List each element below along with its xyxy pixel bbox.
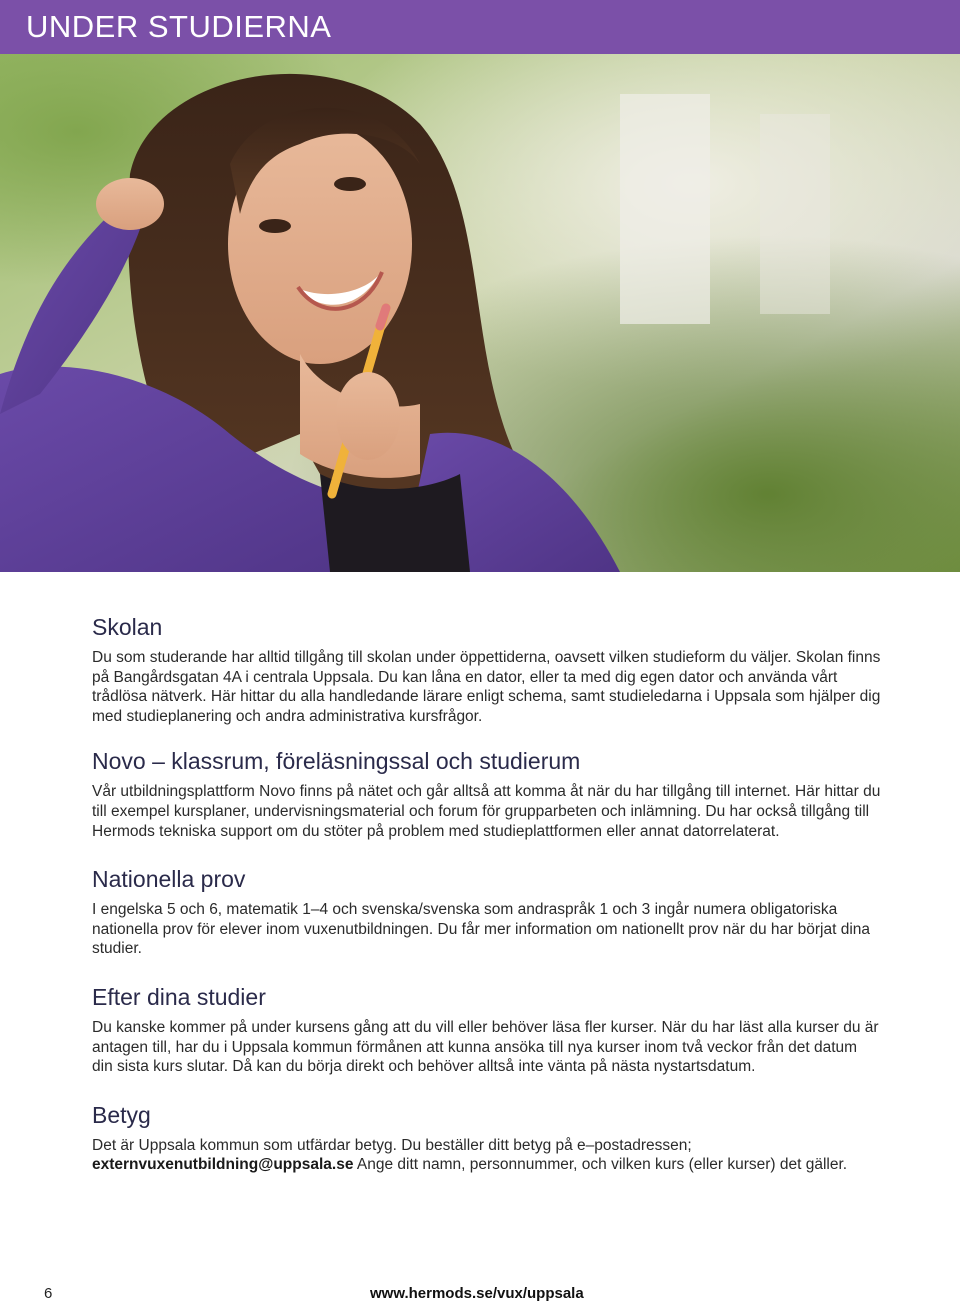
footer-url[interactable]: www.hermods.se/vux/uppsala xyxy=(370,1285,584,1302)
hero-photo-illustration xyxy=(0,54,960,572)
page-number: 6 xyxy=(44,1285,53,1302)
email-link[interactable]: externvuxenutbildning@uppsala.se xyxy=(92,1156,354,1174)
header-band xyxy=(0,0,960,54)
section-nationella-prov xyxy=(92,864,882,959)
page-title: UNDER STUDIERNA xyxy=(26,9,332,44)
main-content xyxy=(92,612,882,1175)
betyg-body-after: Ange ditt namn, personnummer, och vilken kurs (eller kurser) det gäller. xyxy=(353,1156,848,1174)
section-heading: Betyg xyxy=(92,1101,151,1128)
betyg-body-before: Det är Uppsala kommun som utfärdar betyg. Du beställer ditt betyg på e–postadressen; xyxy=(92,1136,692,1154)
section-heading: Nationella prov xyxy=(92,866,246,893)
section-betyg xyxy=(92,1100,882,1175)
section-body: Vår utbildningsplattform Novo finns på nätet och går alltså att komma åt när du har tillgång till internet. Här hittar du till exempel kursplaner, undervisningsmaterial och forum för grupparbeten och inlämning. Du har också tillgång till Hermods tekniska support om du stöter på problem med studieplattformen eller annat datorrelaterat. xyxy=(92,783,881,840)
section-heading: Efter dina studier xyxy=(92,983,266,1010)
section-efter-dina-studier xyxy=(92,982,882,1077)
section-body xyxy=(92,1136,882,1175)
hero-photo xyxy=(0,54,960,572)
section-body: Du som studerande har alltid tillgång till skolan under öppettiderna, oavsett vilken studieform du väljer. Skolan finns på Bangårdsgatan 4A i centrala Uppsala. Du kan låna en dator, eller ta med dig egen dator och använda vårt trådlösa nätverk. Här hittar du alla handledande lärare enligt schema, samt studieledarna i Uppsala som hjälper dig med studieplanering och andra administrativa kursfrågor. xyxy=(92,649,881,725)
section-skolan xyxy=(92,612,882,726)
section-body: Du kanske kommer på under kursens gång att du vill eller behöver läsa fler kurser. När du har läst alla kurser du är antagen till, har du i Uppsala kommun förmånen att kunna ansöka till nya kurser inom två veckor från det datum din sista kurs slutar. Då kan du börja direkt och behöver alltså inte vänta på nästa nystartsdatum. xyxy=(92,1018,879,1076)
section-heading: Skolan xyxy=(92,614,163,640)
section-novo xyxy=(92,746,882,841)
section-body: I engelska 5 och 6, matematik 1–4 och svenska/svenska som andraspråk 1 och 3 ingår numera obligatoriska nationella prov för elever inom vuxenutbildningen. Du får mer information om nationellt prov när du har börjat dina studier. xyxy=(92,901,871,958)
section-heading: Novo – klassrum, föreläsningssal och studierum xyxy=(92,748,581,775)
